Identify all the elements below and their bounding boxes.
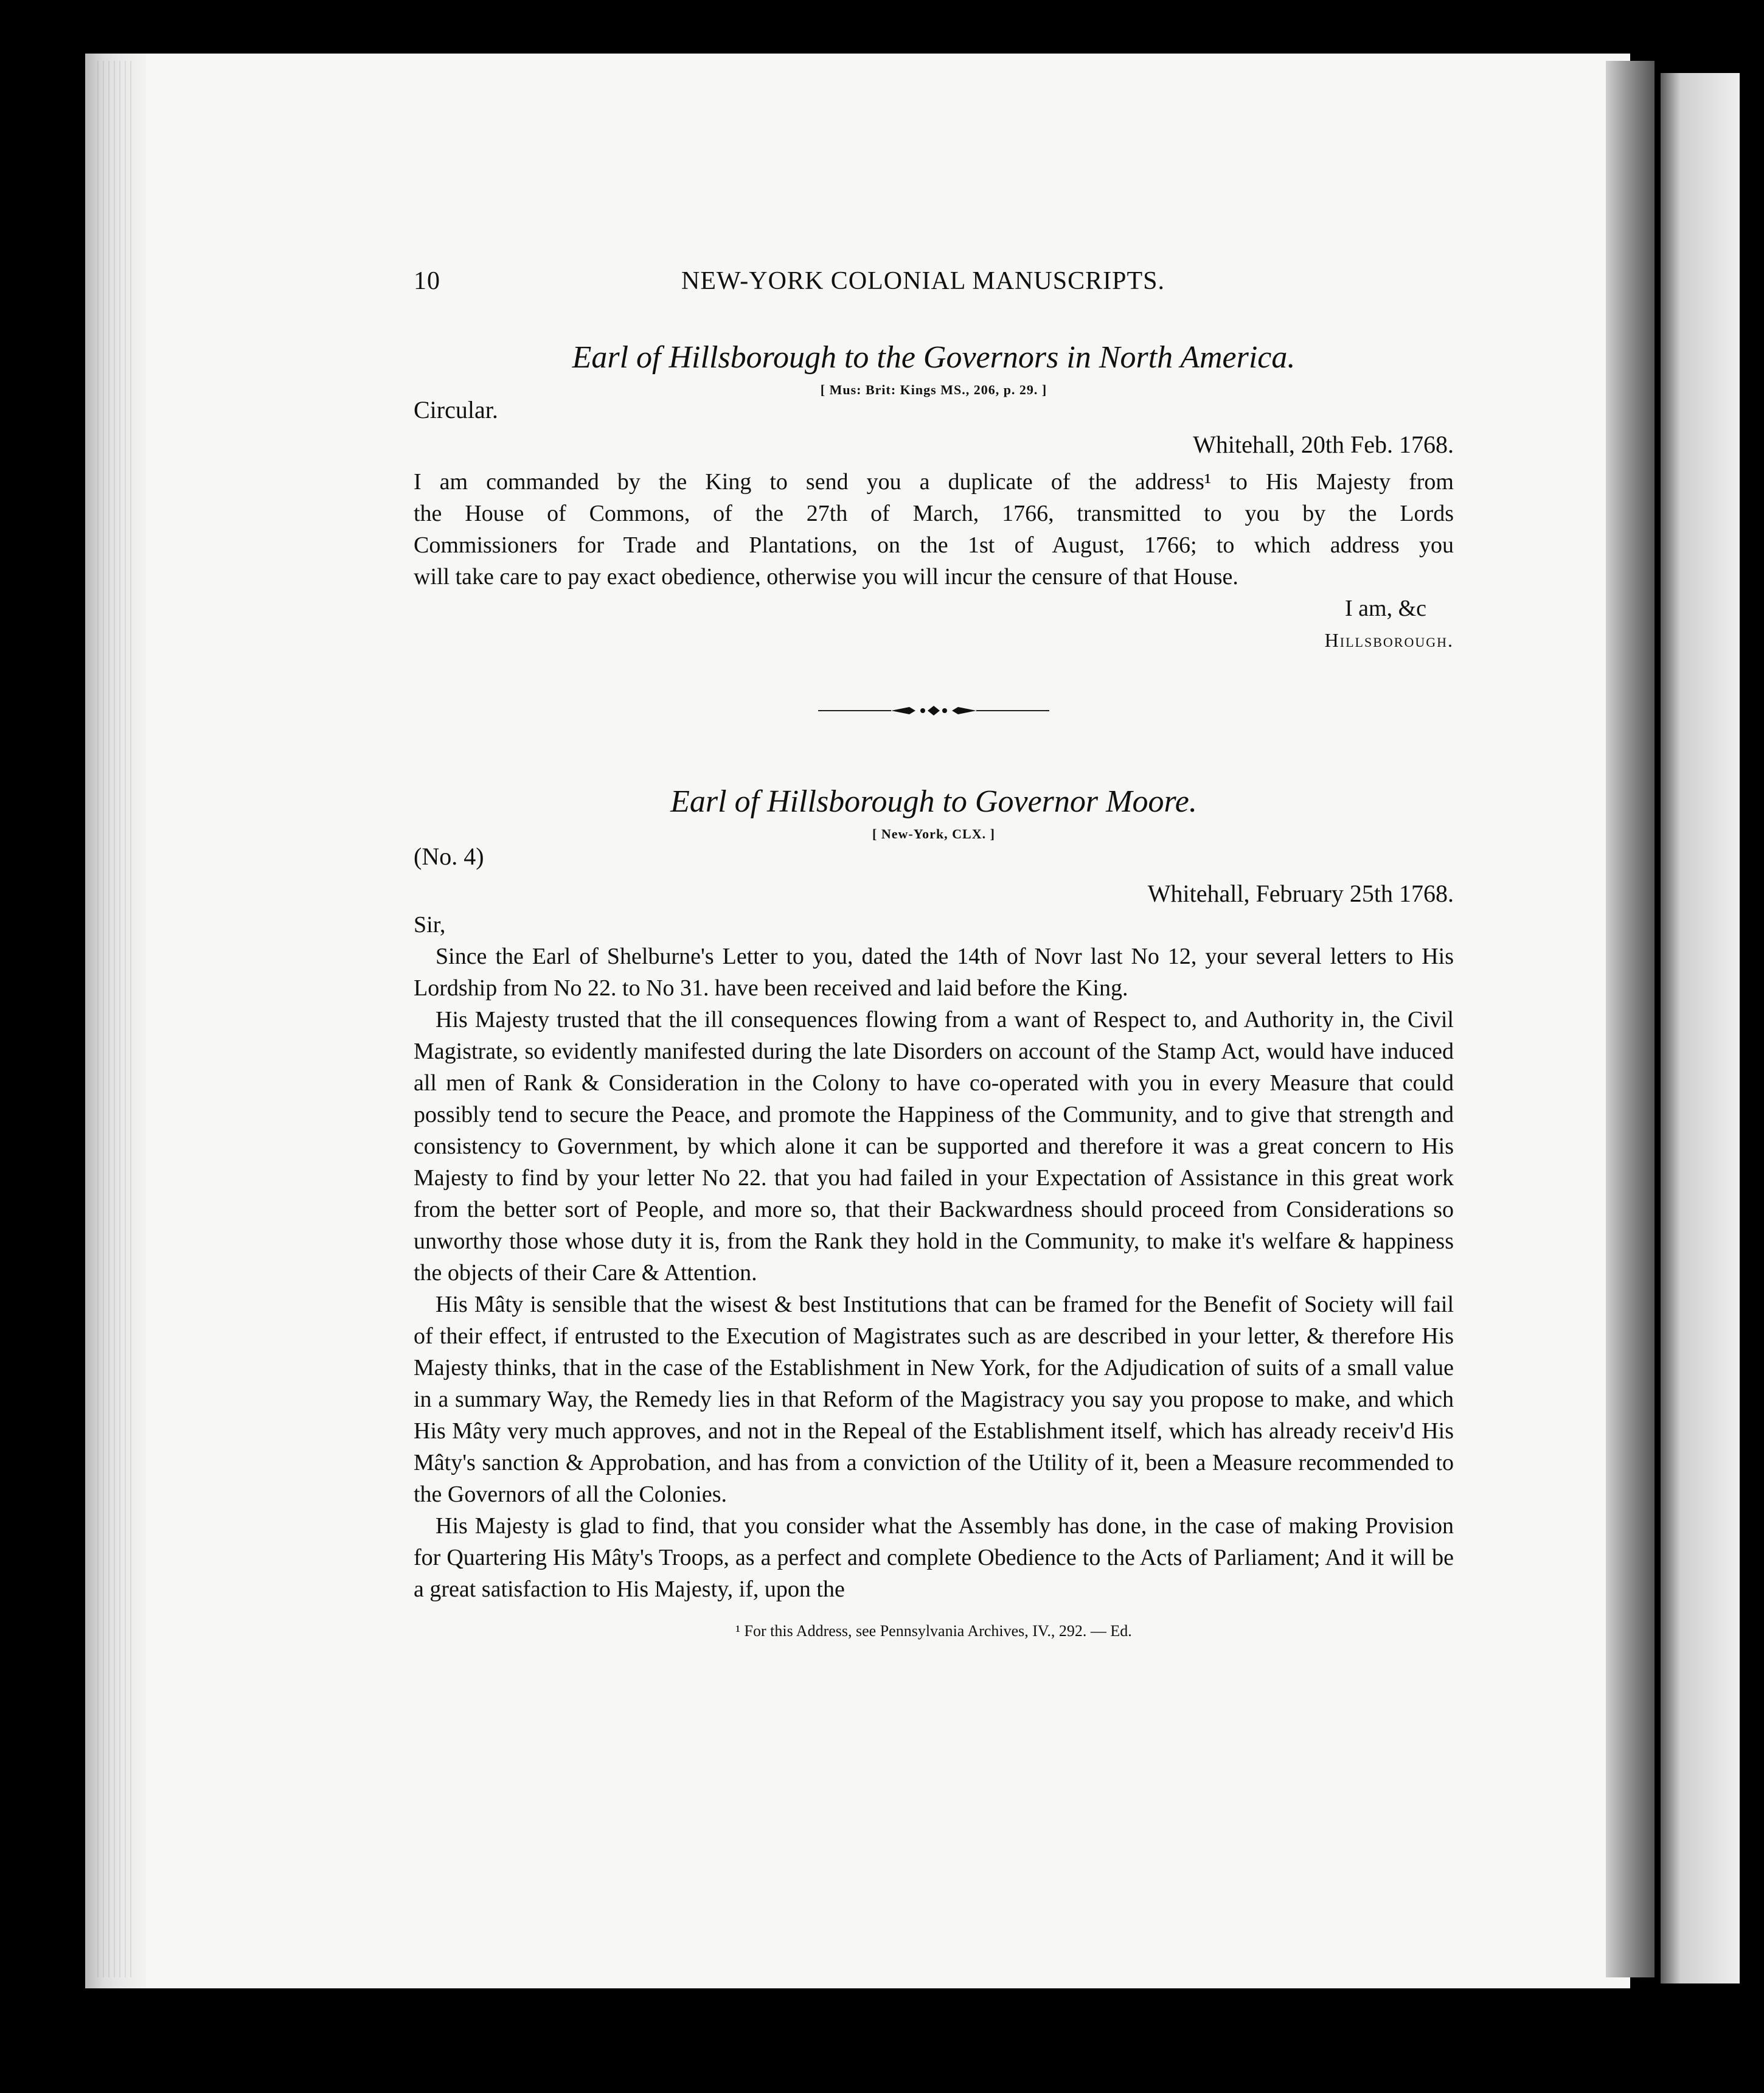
page-edge-leaves [97,61,134,1977]
letter2-paragraph: His Majesty trusted that the ill consequences flowing from a want of Respect to, and Authority in, the Civil Magistrate, so evidently manifested during the late Disorders on account of the Stamp Act, would have induced all men of Rank & Consideration in the Colony to have co-operated with you in every Measure that could possibly tend to secure the Peace, and promote the Happiness of the Community, and to give that strength and consistency to Government, by which alone it can be supported and therefore it was a great concern to His Majesty to find by your letter No 22. that you had failed in your Expectation of Assistance in this great work from the better sort of People, and more so, that their Backwardness should proceed from Considerations so unworthy those whose duty it is, from the Rank they hold in the Community, to make it's welfare & happiness the objects of their Care & Attention. [414,1007,1454,1286]
text-block [414,266,1454,1640]
letter2-label: (No. 4) [414,843,484,870]
letter2-source: [ New-York, CLX. ] [872,826,995,841]
letter1-line: will take care to pay exact obedience, otherwise you will incur the censure of that House. [414,564,1238,590]
letter2-dateline [414,879,1454,909]
adjacent-page-edge [1661,73,1740,1983]
letter1-source-row [414,382,1454,423]
letter2-paragraph: Since the Earl of Shelburne's Letter to you, dated the 14th of Novr last No 12, your several letters to His Lordship from No 22. to No 31. have been received and laid before the King. [414,944,1454,1001]
letter2-source-row [414,826,1454,870]
letter1-line: I am commanded by the King to send you a duplicate of the address¹ to His Majesty from [414,469,1454,495]
letter2-title: Earl of Hillsborough to Governor Moore. [670,784,1197,819]
letter1-dateline [414,430,1454,460]
letter1-closing: I am, &c [1344,596,1426,621]
letter1-source: [ Mus: Brit: Kings MS., 206, p. 29. ] [820,382,1047,397]
running-header [414,266,1454,303]
binding-shadow [1606,61,1655,1977]
letter1-signature: Hillsborough. [1324,629,1454,651]
letter1-body [414,466,1454,593]
running-title: NEW-YORK COLONIAL MANUSCRIPTS. [681,267,1165,295]
section-divider-ornament [414,698,1454,747]
letter1-label: Circular. [414,396,498,423]
page-number: 10 [414,267,440,295]
letter1-line: Commissioners for Trade and Plantations, on the 1st of August, 1766; to which address you [414,532,1454,558]
letter1-title: Earl of Hillsborough to the Governors in North America. [572,340,1296,375]
divider-ornament-icon [818,698,1049,723]
letter2-body [414,941,1454,1605]
letter1-dateline-text: Whitehall, 20th Feb. 1768. [1193,431,1454,458]
letter2-salutation: Sir, [414,912,446,938]
letter1-line: the House of Commons, of the 27th of March, 1766, transmitted to you by the Lords [414,501,1454,526]
letter2-paragraph: His Mâty is sensible that the wisest & best Institutions that can be framed for the Benefit of Society will fail of their effect, if entrusted to the Execution of Magistrates such as are described in your letter, & therefore His Majesty thinks, that in the case of the Establishment in New York, for the Adjudication of suits of a small value in a summary Way, the Remedy lies in that Reform of the Magistracy you say you propose to make, and which His Mâty very much approves, and not in the Repeal of the Establishment itself, which has already receiv'd His Mâty's sanction & Approbation, and has from a conviction of the Utility of it, been a Measure recommended to the Governors of all the Colonies. [414,1292,1454,1507]
letter2-paragraph: His Majesty is glad to find, that you consider what the Assembly has done, in the case of making Provision for Quartering His Mâty's Troops, as a perfect and complete Obedience to the Acts of Parliament; And it will be a great satisfaction to His Majesty, if, upon the [414,1513,1454,1602]
footnote: ¹ For this Address, see Pennsylvania Archives, IV., 292. — Ed. [735,1622,1132,1640]
letter2-dateline-text: Whitehall, February 25th 1768. [1147,880,1454,907]
